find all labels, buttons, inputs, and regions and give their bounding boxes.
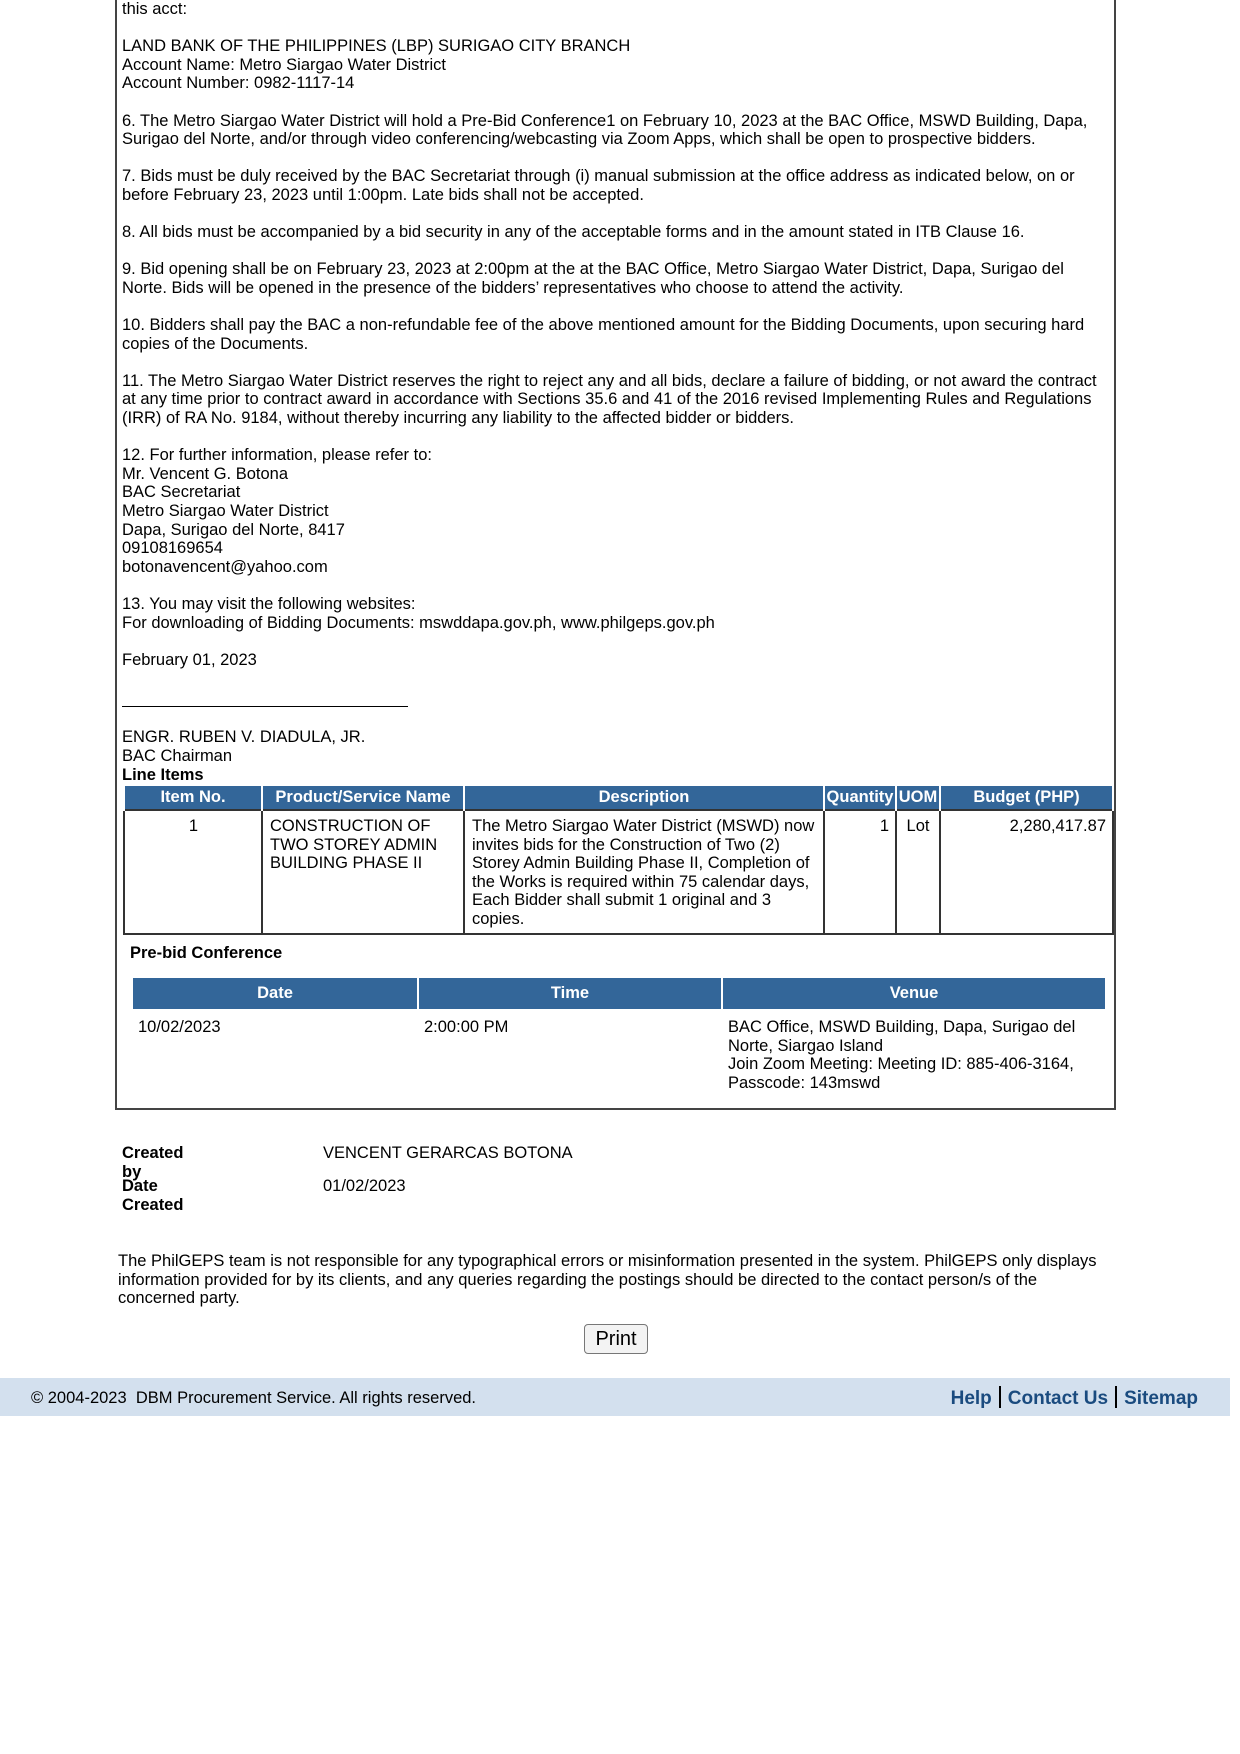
col-header-uom: UOM — [896, 785, 940, 810]
notice-line: 6. The Metro Siargao Water District will hold a Pre-Bid Conference1 on February 10, 2023 at the BAC Office, MSWD Building, Dapa, — [122, 111, 1088, 130]
date-created-label: Date Created — [122, 1177, 184, 1214]
notice-paragraph — [122, 595, 1112, 632]
product-name-cell: CONSTRUCTION OF TWO STOREY ADMIN BUILDING PHASE II — [262, 810, 464, 934]
notice-line: (IRR) of RA No. 9184, without thereby incurring any liability to the affected bidder or bidders. — [122, 409, 794, 428]
notice-paragraph — [122, 372, 1112, 428]
created-by-value: VENCENT GERARCAS BOTONA — [323, 1144, 573, 1162]
created-by-label: Created by — [122, 1144, 184, 1181]
table-row — [132, 1010, 1106, 1099]
footer-link-sitemap[interactable]: Sitemap — [1124, 1388, 1198, 1409]
notice-line: 09108169654 — [122, 539, 223, 558]
footer-link-divider — [999, 1386, 1001, 1408]
col-header-date: Date — [132, 977, 418, 1010]
notice-line: 12. For further information, please refer to: — [122, 446, 432, 465]
notice-line: Surigao del Norte, and/or through video conferencing/webcasting via Zoom Apps, which shall be open to prospective bidders. — [122, 130, 1036, 149]
line-items-heading: Line Items — [122, 766, 204, 784]
footer-link-help[interactable]: Help — [950, 1388, 992, 1409]
item-no-cell: 1 — [124, 810, 262, 934]
table-row — [124, 810, 1113, 934]
prebid-time-cell: 2:00:00 PM — [424, 1018, 509, 1036]
notice-line: at any time prior to contract award in accordance with Sections 35.6 and 41 of the 2016 revised Implementing Rules and Regulations — [122, 390, 1092, 409]
copyright-text: © 2004-2023 DBM Procurement Service. All rights reserved. — [31, 1389, 477, 1407]
uom-cell: Lot — [896, 810, 940, 934]
prebid-venue-cell — [722, 1010, 1106, 1099]
footer-link-contact-us[interactable]: Contact Us — [1007, 1388, 1109, 1409]
notice-paragraph — [122, 37, 1112, 93]
venue-zoom-info: Join Zoom Meeting: Meeting ID: 885-406-3164, Passcode: 143mswd — [728, 1055, 1074, 1092]
col-header-venue: Venue — [722, 977, 1106, 1010]
notice-line: this acct: — [122, 0, 188, 18]
print-button[interactable]: Print — [584, 1324, 648, 1354]
notice-paragraph — [122, 167, 1112, 204]
notice-paragraph — [122, 112, 1112, 149]
signatory-name: ENGR. RUBEN V. DIADULA, JR. — [122, 728, 366, 746]
col-header-description: Description — [464, 785, 824, 810]
notice-line: BAC Secretariat — [122, 483, 241, 502]
col-header-time: Time — [418, 977, 722, 1010]
line-items-header-row — [124, 785, 1113, 810]
col-header-quantity: Quantity — [824, 785, 896, 810]
notice-line: 11. The Metro Siargao Water District reserves the right to reject any and all bids, declare a failure of bidding, or not award the contract — [122, 371, 1097, 390]
notice-line: Mr. Vencent G. Botona — [122, 464, 289, 483]
notice-line: Metro Siargao Water District — [122, 502, 329, 521]
budget-cell: 2,280,417.87 — [940, 810, 1113, 934]
prebid-date-cell: 10/02/2023 — [138, 1018, 221, 1036]
footer-link-divider — [1115, 1386, 1117, 1408]
signatory-block — [122, 728, 622, 765]
notice-line: Dapa, Surigao del Norte, 8417 — [122, 520, 345, 539]
signature-line — [122, 706, 408, 707]
prebid-header-row — [132, 977, 1106, 1010]
notice-line: copies of the Documents. — [122, 334, 309, 353]
disclaimer-text: The PhilGEPS team is not responsible for any typographical errors or misinformation presented in the system. PhilGEPS only displays information provided for by its clients, and any queries regarding the postings should be directed to the contact person/s of the concerned party. — [118, 1252, 1097, 1308]
col-header-product-name: Product/Service Name — [262, 785, 464, 810]
notice-line: 13. You may visit the following websites: — [122, 595, 416, 613]
footer — [0, 1378, 1230, 1416]
notice-line: February 01, 2023 — [122, 650, 257, 669]
notice-paragraph — [122, 446, 1112, 576]
notice-line: botonavencent@yahoo.com — [122, 557, 328, 576]
quantity-cell: 1 — [824, 810, 896, 934]
col-header-item-no: Item No. — [124, 785, 262, 810]
notice-line: 10. Bidders shall pay the BAC a non-refundable fee of the above mentioned amount for the Bidding Documents, upon securing hard — [122, 316, 1085, 335]
notice-paragraph — [122, 0, 1112, 19]
notice-body — [122, 0, 1112, 688]
notice-paragraph — [122, 316, 1112, 353]
notice-line: LAND BANK OF THE PHILIPPINES (LBP) SURIGAO CITY BRANCH — [122, 37, 631, 56]
signatory-title: BAC Chairman — [122, 746, 233, 765]
notice-line: Account Name: Metro Siargao Water District — [122, 55, 446, 74]
notice-line: 7. Bids must be duly received by the BAC Secretariat through (i) manual submission at the office address as indicated below, on or — [122, 167, 1075, 186]
description-cell: The Metro Siargao Water District (MSWD) now invites bids for the Construction of Two (2) Storey Admin Building Phase II, Completion of the Works is required within 75 calendar days, Each Bidder shall submit 1 original and 3 copies. — [464, 810, 824, 934]
notice-line: 8. All bids must be accompanied by a bid security in any of the acceptable forms and in the amount stated in ITB Clause 16. — [122, 223, 1025, 242]
notice-line: Norte. Bids will be opened in the presence of the bidders’ representatives who choose to attend the activity. — [122, 278, 904, 297]
line-items-table — [123, 784, 1114, 935]
notice-line: Account Number: 0982-1117-14 — [122, 74, 355, 93]
notice-paragraph — [122, 223, 1112, 242]
date-created-value: 01/02/2023 — [323, 1177, 406, 1195]
notice-paragraph — [122, 260, 1112, 297]
notice-line: before February 23, 2023 until 1:00pm. Late bids shall not be accepted. — [122, 185, 644, 204]
venue-address: BAC Office, MSWD Building, Dapa, Surigao del Norte, Siargao Island — [728, 1018, 1076, 1055]
notice-line: For downloading of Bidding Documents: mswddapa.gov.ph, www.philgeps.gov.ph — [122, 613, 715, 632]
notice-paragraph — [122, 651, 1112, 670]
col-header-budget: Budget (PHP) — [940, 785, 1113, 810]
prebid-heading: Pre-bid Conference — [130, 944, 283, 962]
footer-links — [951, 1386, 1198, 1409]
notice-line: 9. Bid opening shall be on February 23, 2023 at 2:00pm at the at the BAC Office, Metro Siargao Water District, Dapa, Surigao del — [122, 260, 1064, 279]
prebid-table — [131, 976, 1107, 1099]
